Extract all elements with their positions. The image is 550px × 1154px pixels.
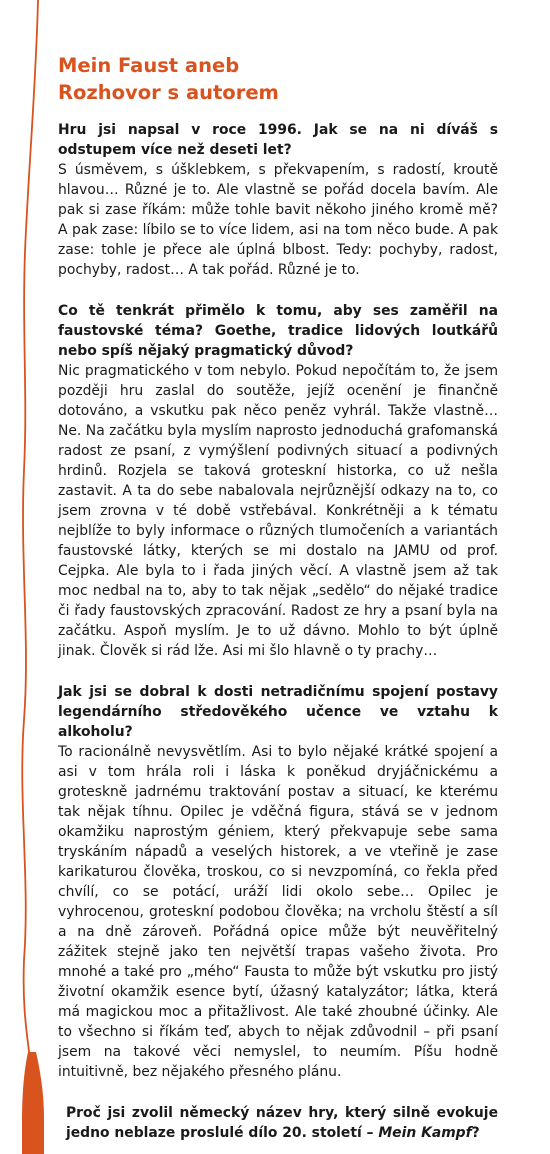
answer-2: Nic pragmatického v tom nebylo. Pokud nepočítám to, že jsem později hru zaslal do soutěže, jejíž ocenění je finančně dotováno, a vskutku pak něco peněz vyhrál. Takže vlastně… Ne. Na začátku byla myslím naprosto jednoduchá grafomanská radost ze psaní, z vymýšlení podivných situací a podivných hrdinů. Rozjela se taková groteskní historka, co už nešla zastavit. A ta do sebe nabalovala nejrůznější odkazy na to, co jsem zrovna v té době vstřebával. Konkrétněji a k tématu nejblíže to byly informace o různých tlumočeních a variantách faustovské látky, kterých se mi dostalo na JAMU od prof. Cejpka. Ale byla to i řada jiných věcí. A vlastně jsem až tak moc nedbal na to, aby to tak nějak „sedělo“ do nějaké tradice či řady faustovských zpracování. Radost ze hry a psaní byla na začátku. Aspoň myslím. Je to už dávno. Mohlo to být úplně jinak. Člověk si rád lže. Asi mi šlo hlavně o ty prachy…	[58, 363, 498, 659]
question-2: Co tě tenkrát přimělo k tomu, aby ses zaměřil na faustovské téma? Goethe, tradice lidových loutkářů nebo spíš nějaký pragmatický důvod?	[58, 303, 498, 359]
question-4-end: ?	[471, 1125, 480, 1141]
title-line-2: Rozhovor s autorem	[58, 81, 279, 104]
interview-article	[58, 52, 498, 1143]
question-4	[66, 1103, 498, 1143]
question-4-title-ref: Mein Kampf	[378, 1125, 472, 1141]
article-title	[58, 52, 498, 106]
question-4-text: Proč jsi zvolil německý název hry, který silně evokuje jedno neblaze proslulé dílo 20. století –	[66, 1105, 498, 1141]
answer-3: To racionálně nevysvětlím. Asi to bylo nějaké krátké spojení a asi v tom hrála roli i láska k poněkud dryjáčnickému a groteskně jadrnému traktování postav a situací, ke kterému tak nějak tíhnu. Opilec je vděčná figura, stává se v jednom okamžiku naprostým géniem, který překvapuje sebe sama tryskáním nápadů a veselých historek, a ve vteřině je zase karikaturou člověka, troskou, co si nevzpomíná, co řekla před chvílí, co se potácí, uráží lidi okolo sebe… Opilec je vyhrocenou, groteskní podobou člověka; na vrcholu štěstí a síl a na dně zároveň. Pořádná opice může být neuvěřitelný zážitek stejně jako ten největší trapas vašeho života. Pro mnohé a také pro „mého“ Fausta to může být vskutku pro jistý životní okamžik esence bytí, úžasný katalyzátor; látka, která má magickou moc a přitažlivost. Ale také zhoubné účinky. Ale to všechno si říkám teď, abych to nějak zdůvodnil – při psaní jsem na takové věci nemyslel, to neumím. Píšu hodně intuitivně, bez nějakého přesného plánu.	[58, 744, 498, 1080]
question-1: Hru jsi napsal v roce 1996. Jak se na ni díváš s odstupem více než deseti let?	[58, 122, 498, 158]
answer-1: S úsměvem, s úšklebkem, s překvapením, s radostí, kroutě hlavou… Různé je to. Ale vlastně se pořád docela bavím. Ale pak si zase říkám: může tohle bavit někoho jiného kromě mě? A pak zase: líbilo se to více lidem, asi na tom něco bude. A pak zase: tohle je přece ale úplná blbost. Tedy: pochyby, radost, pochyby, radost… A tak pořád. Různé je to.	[58, 162, 498, 278]
question-3: Jak jsi se dobral k dosti netradičnímu spojení postavy legendárního středověkého učence ve vztahu k alkoholu?	[58, 684, 498, 740]
title-line-1: Mein Faust aneb	[58, 54, 240, 77]
